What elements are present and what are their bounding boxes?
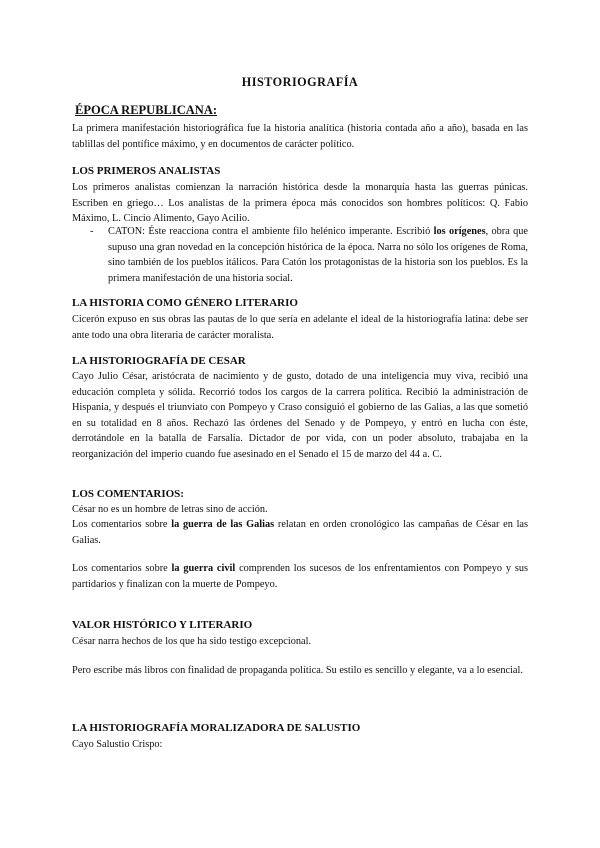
heading-historia-genero-literario: LA HISTORIA COMO GÉNERO LITERARIO: [72, 297, 298, 309]
paragraph-historia-genero-literario: [72, 312, 528, 343]
text-end: relatan en orden cronológico las campañas de César en las Galias.: [72, 519, 529, 546]
bullet-text-end: , obra que supuso una gran novedad en la concepción histórica de la época. Narra no sólo los orígenes de Roma, sino también de los pueblos itálicos. Para Catón los protagonistas de la historia son los pueblos. Es la primera manifestación de una historia social.: [108, 226, 528, 284]
paragraph-primeros-analistas: [72, 180, 528, 227]
paragraph-historiografia-cesar: [72, 369, 528, 462]
paragraph-comentarios-intro: [72, 502, 528, 518]
paragraph-salustio: [72, 737, 528, 753]
text-end: comprenden los sucesos de los enfrentamientos con Pompeyo y sus partidarios y finalizan con la muerte de Pompeyo.: [72, 563, 528, 590]
heading-epoca-republicana: ÉPOCA REPUBLICANA:: [75, 103, 218, 117]
paragraph-text: [72, 517, 528, 548]
bold-title-guerra-galias: la guerra de las Galias: [171, 519, 275, 530]
paragraph-text: César no es un hombre de letras sino de acción.: [72, 504, 268, 515]
heading-primeros-analistas: LOS PRIMEROS ANALISTAS: [72, 165, 221, 177]
paragraph-valor-historico-2: [72, 663, 528, 679]
paragraph-text: Cayo Julio César, aristócrata de nacimiento y de gusto, dotado de una inteligencia muy viva, recibió una educación completa y sólida. Recorrió todos los cargos de la carrera política. Recibió la administración de Hispania, y después el triunviato con Pompeyo y Craso consiguió el gobierno de las Galias, a las que sometió en su totalidad en 8 años. Rechazó las órdenes del Senado y de Pompeyo, y entró en lucha con éste, derrotándole en la batalla de Farsalia. Dictador de por vida, con un poder absoluto, trabajaba en la reorganización del imperio cuando fue asesinado en el Senado el 15 de marzo del 44 a. C.: [72, 371, 528, 460]
bullet-text: [108, 224, 528, 286]
bullet-text-start: CATON: Éste reacciona contra el ambiente filo helénico imperante. Escribió: [108, 226, 434, 237]
paragraph-text: Pero escribe más libros con finalidad de propaganda política. Su estilo es sencillo y elegante, va a lo esencial.: [72, 665, 523, 676]
document-title: HISTORIOGRAFÍA: [241, 75, 359, 89]
heading-historiografia-salustio: LA HISTORIOGRAFÍA MORALIZADORA DE SALUSTIO: [72, 722, 361, 734]
paragraph-epoca-republicana: [72, 121, 528, 152]
text-start: Los comentarios sobre: [72, 519, 172, 530]
heading-comentarios: LOS COMENTARIOS:: [72, 488, 184, 500]
bullet-dash: -: [90, 226, 94, 237]
paragraph-text: Los primeros analistas comienzan la narración histórica desde la monarquía hasta las guerras púnicas. Escriben en griego… Los analistas de la primera época más conocidos son hombres políticos: Q. Fabio Máximo, L. Cincio Alimento, Gayo Acilio.: [72, 182, 528, 224]
bold-title-origenes: los orígenes: [433, 226, 486, 237]
paragraph-text: Cicerón expuso en sus obras las pautas de lo que sería en adelante el ideal de la historiografía latina: debe ser ante todo una obra literaria de carácter moralista.: [72, 314, 528, 341]
paragraph-comentarios-galias: [72, 517, 528, 548]
heading-historiografia-cesar: LA HISTORIOGRAFÍA DE CESAR: [72, 355, 246, 367]
bold-title-guerra-civil: la guerra civil: [171, 563, 236, 574]
paragraph-text: Cayo Salustio Crispo:: [72, 739, 163, 750]
paragraph-text: [72, 561, 528, 592]
paragraph-text: César narra hechos de los que ha sido testigo excepcional.: [72, 636, 312, 647]
bullet-item-caton: [90, 224, 528, 286]
paragraph-valor-historico-1: [72, 634, 528, 650]
text-start: Los comentarios sobre: [72, 563, 172, 574]
heading-valor-historico: VALOR HISTÓRICO Y LITERARIO: [72, 619, 253, 631]
paragraph-text: La primera manifestación historiográfica fue la historia analítica (historia contada año a año), basada en las tablillas del pontífice máximo, y en documentos de carácter político.: [72, 123, 528, 150]
paragraph-comentarios-guerra-civil: [72, 561, 528, 592]
